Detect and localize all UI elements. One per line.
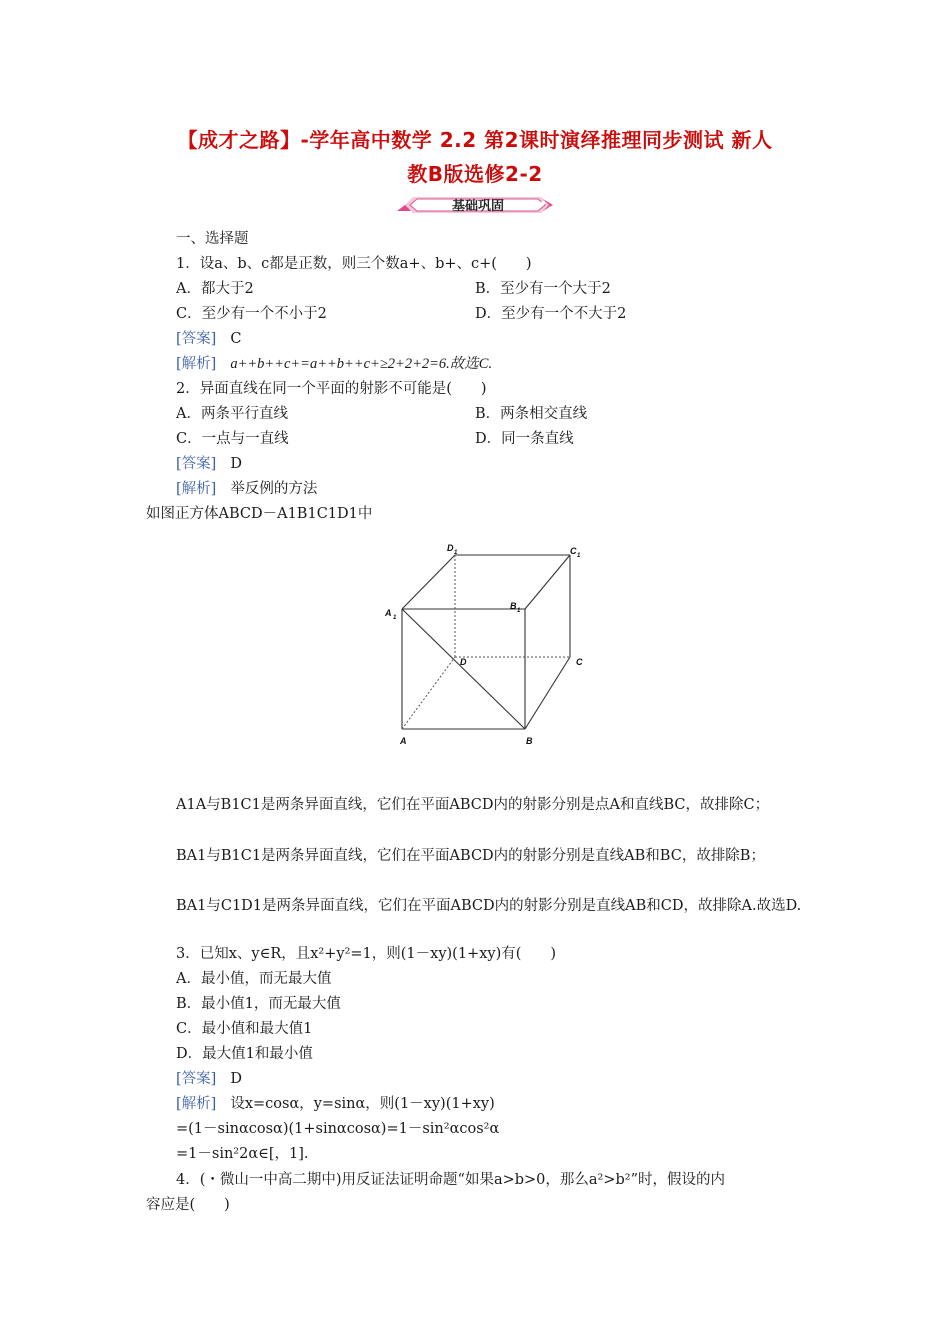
q4-stem-line-1: 4．(・微山一中高二期中)用反证法证明命题“如果a>b>0，那么a²>b²”时，假设的内 [176,1172,726,1188]
q1-analysis: a++b++c+=a++b++c+≥2+2+2=6.故选C. [230,356,493,372]
q1-analysis-row [176,354,492,374]
label-B: B [526,736,533,746]
q3-analysis: 设x=cosα，y=sinα，则(1－xy)(1+xy) [230,1096,495,1112]
banner-ribbon [393,193,558,217]
q1-stem: 1．设a、b、c都是正数，则三个数a+、b+、c+( ) [176,256,532,272]
q3-step-1: =(1－sinαcosα)(1+sinαcosα)=1－sin²αcos²α [176,1121,500,1137]
q2-option-a: A．两条平行直线 [176,406,288,422]
section-heading: 一、选择题 [176,231,249,247]
label-B1-sub: 1 [517,608,521,614]
answer-tag: [答案] [176,456,217,472]
analysis-tag: [解析] [176,481,217,497]
q1-option-b: B．至少有一个大于2 [475,281,611,297]
q3-stem: 3．已知x、y∈R，且x²+y²=1，则(1－xy)(1+xy)有( ) [176,946,557,962]
label-C1-sub: 1 [577,553,581,559]
banner-label: 基础巩固 [451,199,505,214]
q1-answer-row [176,329,241,349]
label-D1-sub: 1 [454,550,458,556]
q2-analysis-paragraph-1: A1A与B1C1是两条异面直线，它们在平面ABCD内的射影分别是点A和直线BC，故排除C； [176,797,770,813]
q2-option-c: C．一点与一直线 [176,431,289,447]
q4-stem-line-2: 容应是( ) [146,1197,230,1213]
q2-answer: D [230,456,242,472]
answer-tag: [答案] [176,1071,217,1087]
q2-option-b: B．两条相交直线 [475,406,588,422]
answer-tag: [答案] [176,331,217,347]
q3-option-c: C．最小值和最大值1 [176,1021,313,1037]
label-A: A [400,736,407,746]
q3-option-a: A．最小值，而无最大值 [176,971,332,987]
q1-option-a: A．都大于2 [176,281,254,297]
label-A1-sub: 1 [393,615,397,621]
q2-analysis-row [176,479,317,499]
q2-option-d: D．同一条直线 [475,431,574,447]
label-D: D [460,657,467,667]
cube-diagram [360,535,600,750]
label-D1: D [447,543,454,553]
q1-answer: C [230,331,242,347]
label-B1: B [510,601,517,611]
q3-step-2: =1－sin²2α∈[，1]. [176,1146,309,1162]
q2-analysis: 举反例的方法 [230,481,318,497]
document-title-line-2: 教B版选修2-2 [407,162,543,186]
document-title-line-1: 【成才之路】-学年高中数学 2.2 第2课时演绎推理同步测试 新人 [177,128,773,152]
q1-option-d: D．至少有一个不大于2 [475,306,627,322]
q2-analysis-paragraph-3: BA1与C1D1是两条异面直线，它们在平面ABCD内的射影分别是直线AB和CD，故排除A.故选D. [176,898,802,914]
q1-option-c: C．至少有一个不小于2 [176,306,327,322]
q2-answer-row [176,454,242,474]
section-banner [393,193,558,221]
q3-option-d: D．最大值1和最小值 [176,1046,313,1062]
cube-figure [360,535,600,754]
q2-analysis-paragraph-2: BA1与B1C1是两条异面直线，它们在平面ABCD内的射影分别是直线AB和BC，故排除B； [176,848,765,864]
q3-answer-row [176,1069,242,1089]
q3-answer: D [230,1071,242,1087]
q3-option-b: B．最小值1，而无最大值 [176,996,341,1012]
label-C: C [576,657,583,667]
q2-stem: 2．异面直线在同一个平面的射影不可能是( ) [176,381,487,397]
q2-figure-intro: 如图正方体ABCD－A1B1C1D1中 [146,506,373,522]
label-C1: C [570,546,577,556]
analysis-tag: [解析] [176,356,217,372]
analysis-tag: [解析] [176,1096,217,1112]
q3-analysis-row [176,1094,495,1114]
label-A1: A [385,608,392,618]
